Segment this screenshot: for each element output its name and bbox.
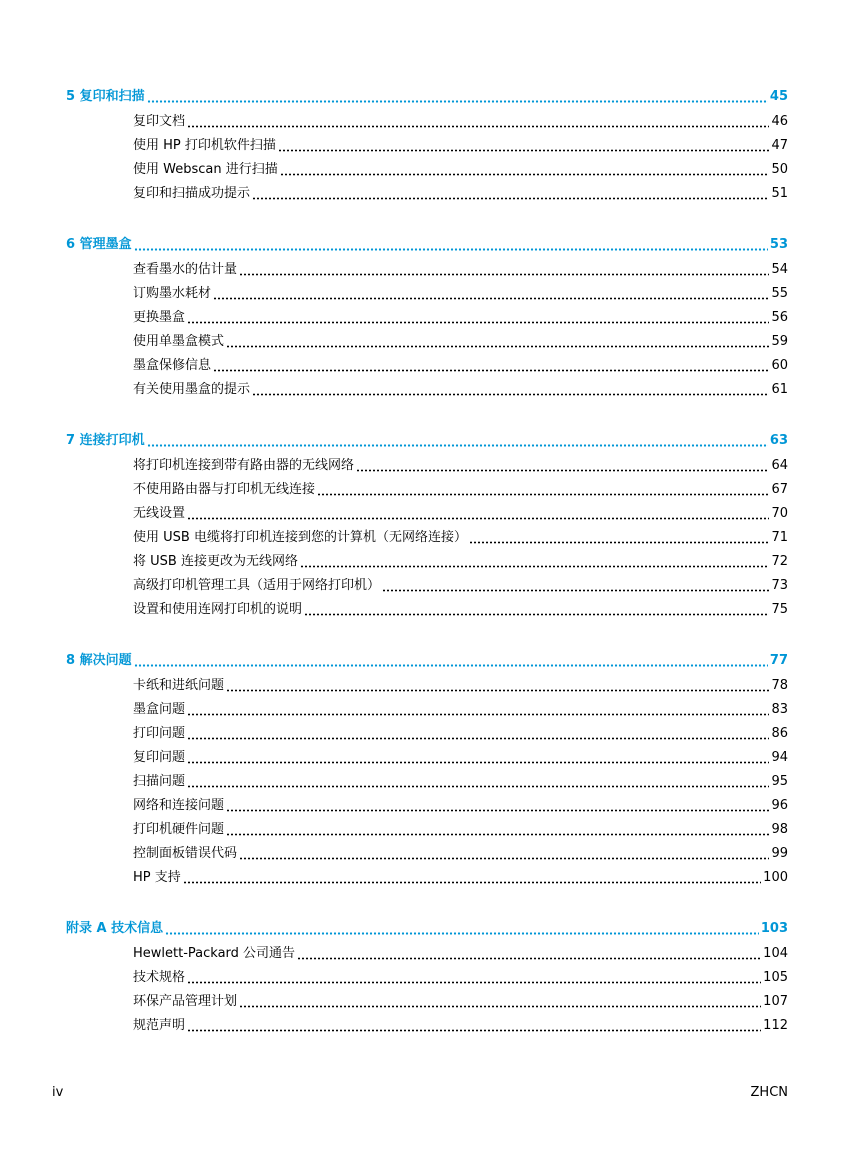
- toc-entry[interactable]: [66, 818, 788, 842]
- dot-leader: [317, 488, 769, 500]
- chapter-heading[interactable]: [66, 84, 788, 110]
- entry-title[interactable]: 无线设置: [133, 506, 186, 521]
- page-number[interactable]: 75: [771, 602, 788, 617]
- footer-language-code: ZHCN: [750, 1085, 788, 1100]
- toc-entry[interactable]: [66, 378, 788, 402]
- dot-leader: [147, 439, 768, 451]
- page-number[interactable]: 53: [769, 237, 788, 252]
- page-number[interactable]: 47: [771, 138, 788, 153]
- entry-title[interactable]: 技术规格: [133, 970, 186, 985]
- page-number[interactable]: 78: [771, 678, 788, 693]
- toc-entry[interactable]: [66, 258, 788, 282]
- dot-leader: [356, 464, 769, 476]
- entry-title[interactable]: 高级打印机管理工具（适用于网络打印机）: [133, 578, 381, 593]
- page-number[interactable]: 83: [771, 702, 788, 717]
- chapter-8: [66, 648, 788, 890]
- page-number[interactable]: 54: [771, 262, 788, 277]
- chapter-7: [66, 428, 788, 622]
- entry-title[interactable]: 使用单墨盒模式: [133, 334, 225, 349]
- entry-title[interactable]: 墨盒保修信息: [133, 358, 212, 373]
- toc-entry[interactable]: [66, 502, 788, 526]
- page-number[interactable]: 64: [771, 458, 788, 473]
- entry-title[interactable]: 打印问题: [133, 726, 186, 741]
- dot-leader: [147, 95, 768, 107]
- dot-leader: [226, 828, 769, 840]
- entry-title[interactable]: 将 USB 连接更改为无线网络: [133, 554, 298, 569]
- toc-entry[interactable]: [66, 550, 788, 574]
- chapter-title[interactable]: 5 复印和扫描: [66, 89, 145, 104]
- toc-entry[interactable]: [66, 794, 788, 818]
- dot-leader: [183, 876, 761, 888]
- dot-leader: [297, 952, 761, 964]
- dot-leader: [239, 852, 769, 864]
- toc-entry[interactable]: [66, 478, 788, 502]
- dot-leader: [187, 708, 769, 720]
- page-number[interactable]: 95: [771, 774, 788, 789]
- dot-leader: [187, 780, 769, 792]
- page-number[interactable]: 77: [769, 653, 788, 668]
- page-number[interactable]: 94: [771, 750, 788, 765]
- appendix-a: [66, 916, 788, 1038]
- page-number[interactable]: 45: [769, 89, 788, 104]
- toc-entry[interactable]: [66, 182, 788, 206]
- toc-entry[interactable]: [66, 282, 788, 306]
- entry-title[interactable]: 查看墨水的估计量: [133, 262, 238, 277]
- toc-entry[interactable]: [66, 354, 788, 378]
- page-number[interactable]: 73: [771, 578, 788, 593]
- page-number[interactable]: 50: [771, 162, 788, 177]
- entry-title[interactable]: 使用 HP 打印机软件扫描: [133, 138, 276, 153]
- footer-page-number: iv: [52, 1085, 64, 1100]
- dot-leader: [226, 340, 769, 352]
- chapter-title[interactable]: 6 管理墨盒: [66, 237, 132, 252]
- chapter-title[interactable]: 8 解决问题: [66, 653, 132, 668]
- entry-title[interactable]: 扫描问题: [133, 774, 186, 789]
- toc-entry[interactable]: [66, 526, 788, 550]
- entry-title[interactable]: HP 支持: [133, 870, 181, 885]
- dot-leader: [239, 268, 769, 280]
- page-number[interactable]: 103: [760, 921, 788, 936]
- entry-title[interactable]: 有关使用墨盒的提示: [133, 382, 251, 397]
- toc-entry[interactable]: [66, 1014, 788, 1038]
- dot-leader: [252, 388, 769, 400]
- chapter-heading[interactable]: [66, 232, 788, 258]
- page-number[interactable]: 70: [771, 506, 788, 521]
- page-number[interactable]: 59: [771, 334, 788, 349]
- entry-title[interactable]: 控制面板错误代码: [133, 846, 238, 861]
- page-number[interactable]: 67: [771, 482, 788, 497]
- toc-entry[interactable]: [66, 598, 788, 622]
- dot-leader: [187, 976, 761, 988]
- dot-leader: [165, 927, 759, 939]
- dot-leader: [252, 192, 769, 204]
- toc-entry[interactable]: [66, 110, 788, 134]
- page-number[interactable]: 51: [771, 186, 788, 201]
- chapter-heading[interactable]: [66, 916, 788, 942]
- dot-leader: [382, 584, 769, 596]
- page-number[interactable]: 71: [771, 530, 788, 545]
- entry-title[interactable]: 将打印机连接到带有路由器的无线网络: [133, 458, 355, 473]
- dot-leader: [304, 608, 769, 620]
- toc-entry[interactable]: [66, 990, 788, 1014]
- toc-entry[interactable]: [66, 722, 788, 746]
- dot-leader: [134, 243, 768, 255]
- page-number[interactable]: 105: [763, 970, 788, 985]
- dot-leader: [187, 120, 769, 132]
- dot-leader: [187, 512, 769, 524]
- toc-entry[interactable]: [66, 134, 788, 158]
- page-number[interactable]: 99: [771, 846, 788, 861]
- entry-title[interactable]: 使用 Webscan 进行扫描: [133, 162, 278, 177]
- page-number[interactable]: 104: [763, 946, 788, 961]
- dot-leader: [187, 316, 769, 328]
- dot-leader: [226, 804, 769, 816]
- entry-title[interactable]: 不使用路由器与打印机无线连接: [133, 482, 316, 497]
- toc-entry[interactable]: [66, 330, 788, 354]
- dot-leader: [187, 1024, 761, 1036]
- dot-leader: [134, 659, 768, 671]
- toc-entry[interactable]: [66, 842, 788, 866]
- dot-leader: [239, 1000, 761, 1012]
- toc-entry[interactable]: [66, 574, 788, 598]
- page-number[interactable]: 96: [771, 798, 788, 813]
- dot-leader: [187, 756, 769, 768]
- toc-entry[interactable]: [66, 674, 788, 698]
- chapter-title[interactable]: 附录 A 技术信息: [66, 921, 164, 936]
- entry-title[interactable]: 订购墨水耗材: [133, 286, 212, 301]
- entry-title[interactable]: 更换墨盒: [133, 310, 186, 325]
- page-number[interactable]: 112: [763, 1018, 788, 1033]
- dot-leader: [278, 144, 770, 156]
- toc-entry[interactable]: [66, 966, 788, 990]
- chapter-heading[interactable]: [66, 648, 788, 674]
- dot-leader: [280, 168, 770, 180]
- toc-entry[interactable]: [66, 746, 788, 770]
- entry-title[interactable]: 环保产品管理计划: [133, 994, 238, 1009]
- toc-entry[interactable]: [66, 942, 788, 966]
- chapter-title[interactable]: 7 连接打印机: [66, 433, 145, 448]
- toc-entry[interactable]: [66, 770, 788, 794]
- page-number[interactable]: 60: [771, 358, 788, 373]
- entry-title[interactable]: 网络和连接问题: [133, 798, 225, 813]
- page-number[interactable]: 107: [763, 994, 788, 1009]
- page-number[interactable]: 86: [771, 726, 788, 741]
- page-number[interactable]: 72: [771, 554, 788, 569]
- chapter-5: [66, 84, 788, 206]
- entry-title[interactable]: 复印和扫描成功提示: [133, 186, 251, 201]
- dot-leader: [469, 536, 770, 548]
- page-number[interactable]: 61: [771, 382, 788, 397]
- dot-leader: [300, 560, 770, 572]
- entry-title[interactable]: Hewlett-Packard 公司通告: [133, 946, 296, 961]
- entry-title[interactable]: 规范声明: [133, 1018, 186, 1033]
- dot-leader: [187, 732, 769, 744]
- page-number[interactable]: 55: [771, 286, 788, 301]
- entry-title[interactable]: 打印机硬件问题: [133, 822, 225, 837]
- dot-leader: [226, 684, 769, 696]
- entry-title[interactable]: 使用 USB 电缆将打印机连接到您的计算机（无网络连接）: [133, 530, 467, 545]
- dot-leader: [213, 292, 769, 304]
- page-number[interactable]: 46: [771, 114, 788, 129]
- entry-title[interactable]: 设置和使用连网打印机的说明: [133, 602, 303, 617]
- toc-entry[interactable]: [66, 454, 788, 478]
- entry-title[interactable]: 复印文档: [133, 114, 186, 129]
- entry-title[interactable]: 复印问题: [133, 750, 186, 765]
- entry-title[interactable]: 卡纸和进纸问题: [133, 678, 225, 693]
- page-number[interactable]: 56: [771, 310, 788, 325]
- page-number[interactable]: 98: [771, 822, 788, 837]
- dot-leader: [213, 364, 769, 376]
- toc-entry[interactable]: [66, 698, 788, 722]
- toc-entry[interactable]: [66, 306, 788, 330]
- entry-title[interactable]: 墨盒问题: [133, 702, 186, 717]
- page-number[interactable]: 63: [769, 433, 788, 448]
- page-number[interactable]: 100: [763, 870, 788, 885]
- chapter-6: [66, 232, 788, 402]
- chapter-heading[interactable]: [66, 428, 788, 454]
- toc-entry[interactable]: [66, 866, 788, 890]
- toc-entry[interactable]: [66, 158, 788, 182]
